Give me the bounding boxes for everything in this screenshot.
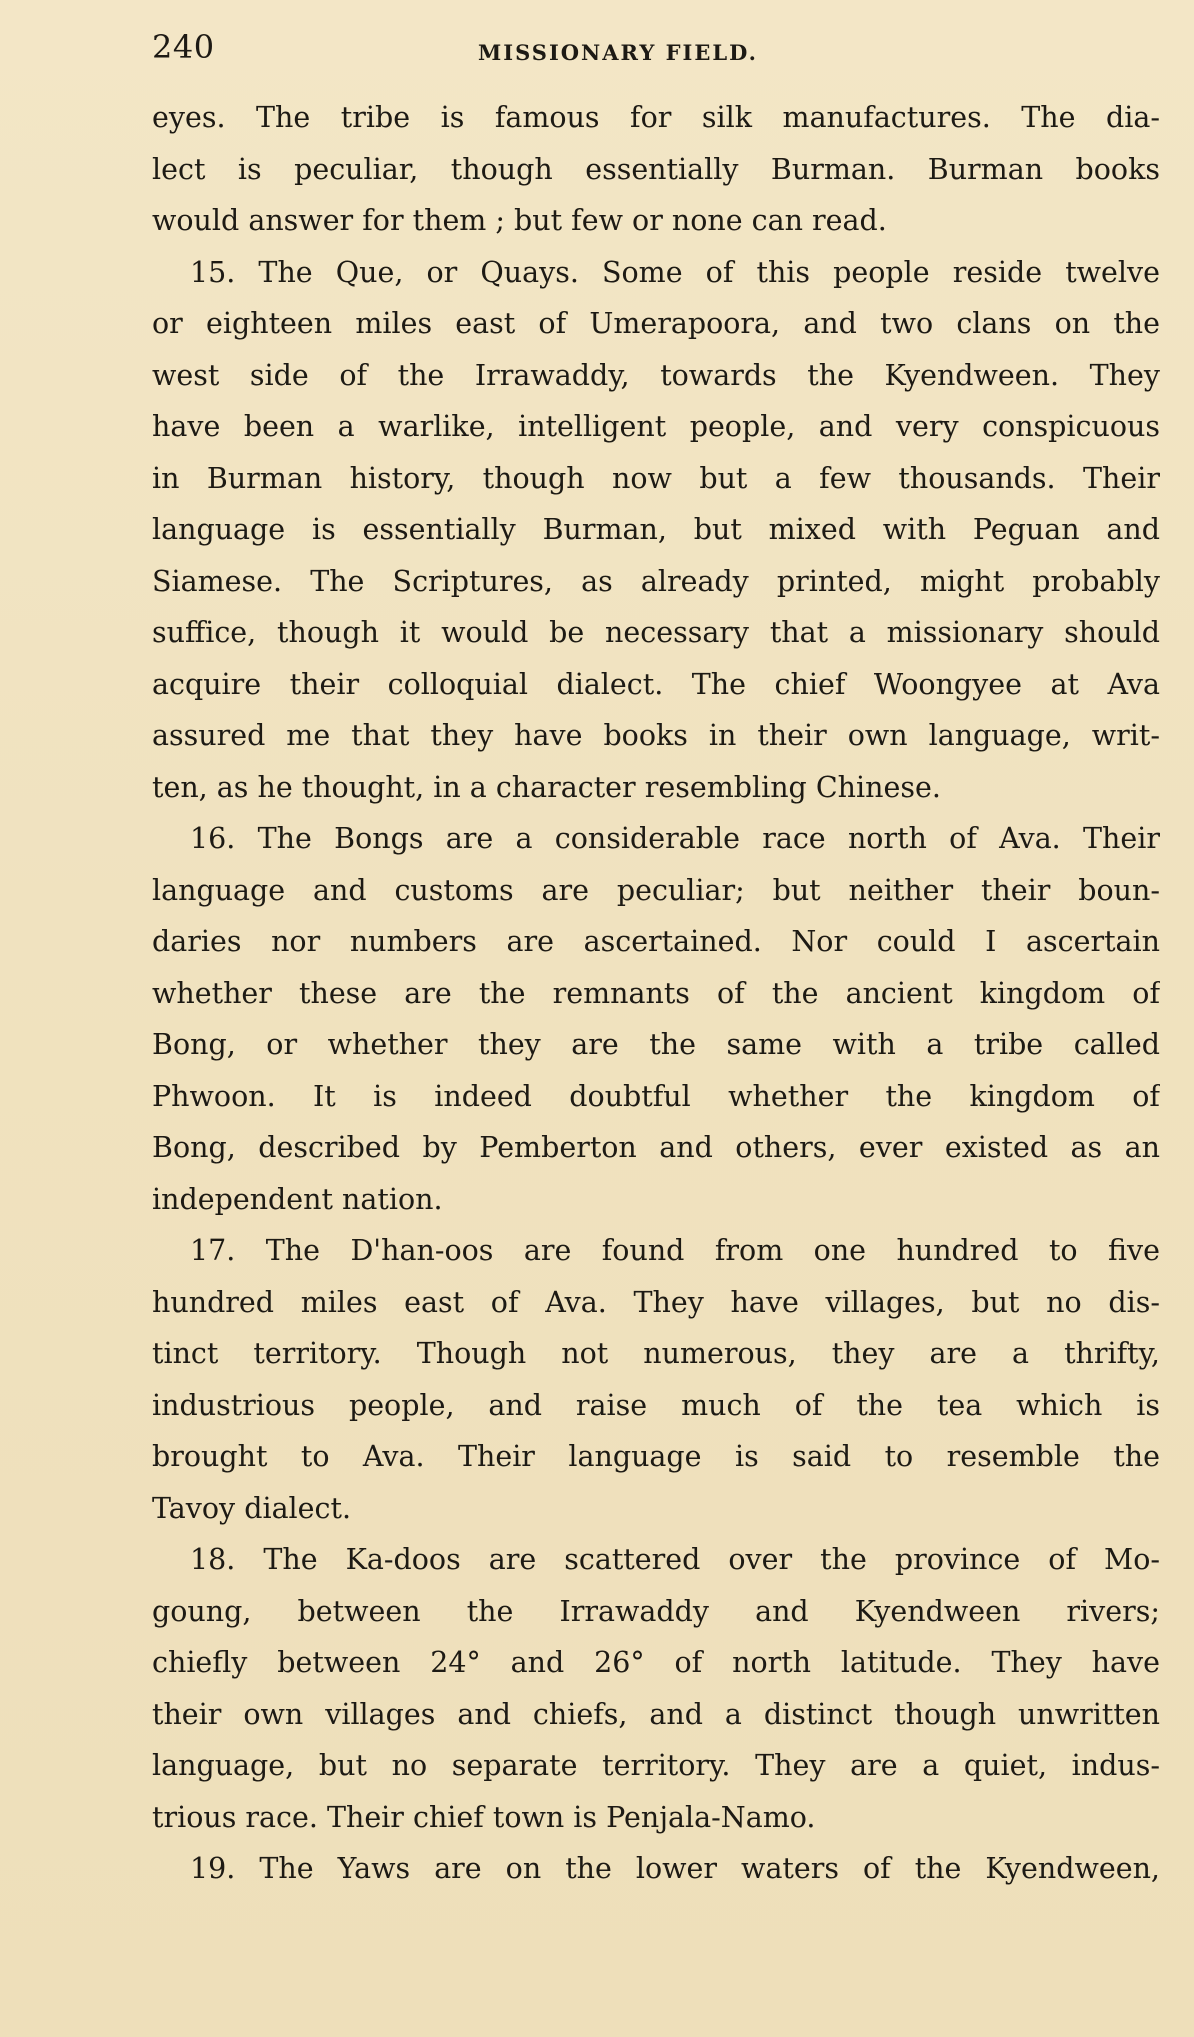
text-line: in Burman history, though now but a few thousands. Their bbox=[152, 461, 1160, 495]
text-line: Tavoy dialect. bbox=[152, 1491, 352, 1525]
text-line: trious race. Their chief town is Penjala-Namo. bbox=[152, 1800, 816, 1834]
text-line: hundred miles east of Ava. They have villages, but no dis- bbox=[152, 1285, 1160, 1319]
text-line: would answer for them ; but few or none can read. bbox=[152, 204, 887, 237]
text-line: their own villages and chiefs, and a distinct though unwritten bbox=[152, 1697, 1160, 1731]
text-line: whether these are the remnants of the ancient kingdom of bbox=[152, 976, 1160, 1010]
text-line: language, but no separate territory. They are a quiet, indus- bbox=[152, 1749, 1160, 1782]
text-line: independent nation. bbox=[152, 1182, 443, 1216]
running-title: MISSIONARY FIELD. bbox=[478, 40, 758, 65]
text-line: tinct territory. Though not numerous, they are a thrifty, bbox=[152, 1337, 1160, 1370]
text-line: goung, between the Irrawaddy and Kyendween rivers; bbox=[152, 1594, 1160, 1628]
text-line: have been a warlike, intelligent people, and very conspicuous bbox=[152, 410, 1160, 443]
page-number: 240 bbox=[152, 28, 215, 66]
text-line: chiefly between 24° and 26° of north latitude. They have bbox=[152, 1646, 1160, 1679]
text-line: eyes. The tribe is famous for silk manufactures. The dia- bbox=[152, 101, 1160, 134]
text-line: ten, as he thought, in a character resembling Chinese. bbox=[152, 770, 941, 804]
text-line: lect is peculiar, though essentially Burman. Burman books bbox=[152, 152, 1160, 186]
text-line: Bong, described by Pemberton and others, ever existed as an bbox=[152, 1131, 1160, 1164]
paragraph-15-start: 15. The Que, or Quays. Some of this people reside twelve bbox=[190, 255, 1160, 289]
text-line: industrious people, and raise much of the tea which is bbox=[152, 1388, 1160, 1422]
text-line: assured me that they have books in their own language, writ- bbox=[152, 719, 1160, 752]
text-line: brought to Ava. Their language is said to resemble the bbox=[152, 1440, 1160, 1473]
text-line: Siamese. The Scriptures, as already printed, might probably bbox=[152, 564, 1160, 598]
paragraph-17-start: 17. The D'han-oos are found from one hundred to five bbox=[190, 1234, 1160, 1267]
text-line: acquire their colloquial dialect. The chief Woongyee at Ava bbox=[152, 667, 1160, 701]
paragraph-19-start: 19. The Yaws are on the lower waters of the Kyendween, bbox=[190, 1852, 1160, 1885]
text-line: language is essentially Burman, but mixed with Peguan and bbox=[152, 513, 1160, 546]
text-line: west side of the Irrawaddy, towards the Kyendween. They bbox=[152, 358, 1160, 392]
text-line: language and customs are peculiar; but neither their boun- bbox=[152, 873, 1160, 907]
text-line: Phwoon. It is indeed doubtful whether the kingdom of bbox=[152, 1079, 1160, 1113]
paragraph-16-start: 16. The Bongs are a considerable race north of Ava. Their bbox=[190, 822, 1160, 855]
text-line: or eighteen miles east of Umerapoora, and two clans on the bbox=[152, 307, 1160, 340]
page-header bbox=[152, 28, 1162, 76]
text-line: daries nor numbers are ascertained. Nor could I ascertain bbox=[152, 925, 1160, 958]
paragraph-18-start: 18. The Ka-doos are scattered over the province of Mo- bbox=[190, 1543, 1160, 1576]
text-line: Bong, or whether they are the same with a tribe called bbox=[152, 1028, 1160, 1061]
text-line: suffice, though it would be necessary that a missionary should bbox=[152, 616, 1160, 649]
body-text bbox=[152, 92, 1160, 1895]
